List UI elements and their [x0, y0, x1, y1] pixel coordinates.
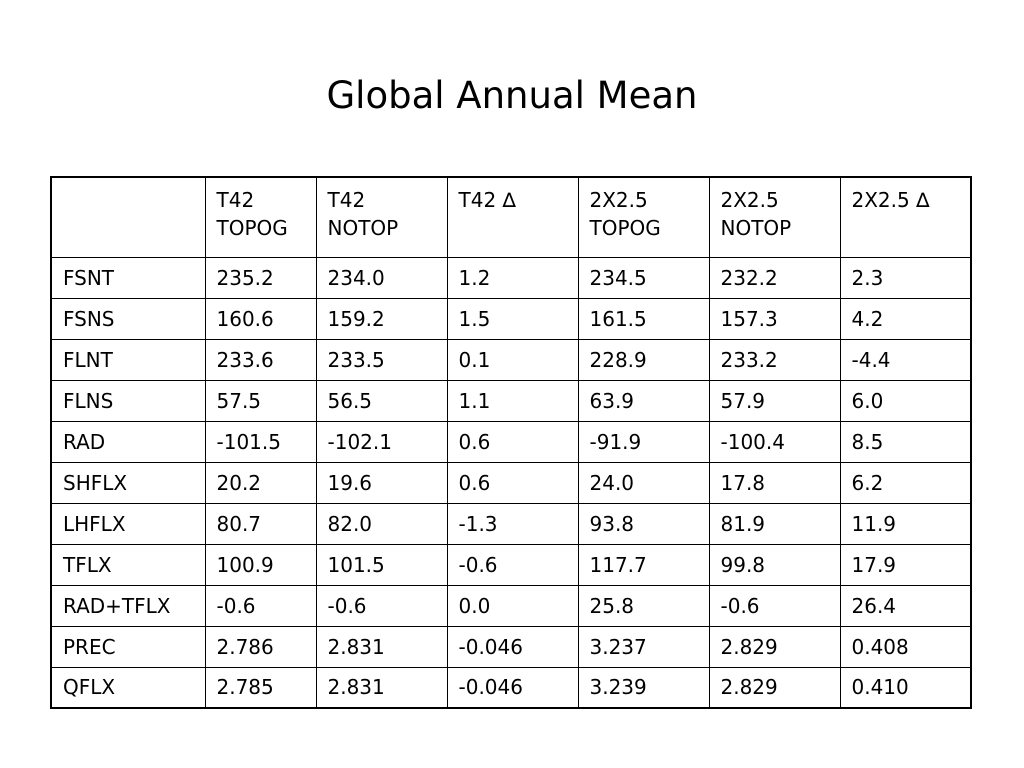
table-cell: 2.829: [709, 667, 840, 708]
table-body: [51, 257, 971, 708]
table-cell: -91.9: [578, 421, 709, 462]
column-header-line: TOPOG: [589, 216, 661, 240]
table-cell: 0.408: [840, 626, 971, 667]
table-cell: -0.046: [447, 667, 578, 708]
table-cell: 11.9: [840, 503, 971, 544]
table-row: [51, 380, 971, 421]
table-cell: 4.2: [840, 298, 971, 339]
row-label: RAD+TFLX: [51, 585, 205, 626]
table-cell: -101.5: [205, 421, 316, 462]
table-cell: 17.9: [840, 544, 971, 585]
table-cell: -102.1: [316, 421, 447, 462]
table-cell: 25.8: [578, 585, 709, 626]
row-label: LHFLX: [51, 503, 205, 544]
table-cell: -0.6: [447, 544, 578, 585]
table-cell: 1.1: [447, 380, 578, 421]
table-row: [51, 544, 971, 585]
row-label: FSNS: [51, 298, 205, 339]
table-row: [51, 503, 971, 544]
row-label: PREC: [51, 626, 205, 667]
table-cell: 1.5: [447, 298, 578, 339]
table-cell: 82.0: [316, 503, 447, 544]
page-title: Global Annual Mean: [326, 74, 698, 117]
table-row: [51, 257, 971, 298]
table-cell: 159.2: [316, 298, 447, 339]
table-cell: 80.7: [205, 503, 316, 544]
table-row: [51, 421, 971, 462]
column-header-line: T42: [327, 188, 366, 212]
table-cell: 233.2: [709, 339, 840, 380]
row-label: FLNS: [51, 380, 205, 421]
column-header: [840, 177, 971, 257]
table-row: [51, 667, 971, 708]
table-cell: 2.785: [205, 667, 316, 708]
table-cell: 93.8: [578, 503, 709, 544]
table-cell: 2.831: [316, 667, 447, 708]
table-cell: 228.9: [578, 339, 709, 380]
column-header-line: NOTOP: [720, 216, 792, 240]
table-cell: 160.6: [205, 298, 316, 339]
column-header: [709, 177, 840, 257]
row-label: FSNT: [51, 257, 205, 298]
table-cell: 117.7: [578, 544, 709, 585]
table-row: [51, 585, 971, 626]
table-cell: -1.3: [447, 503, 578, 544]
table-cell: 2.3: [840, 257, 971, 298]
table-cell: 57.5: [205, 380, 316, 421]
table-cell: 2.829: [709, 626, 840, 667]
header-cell-corner: [51, 177, 205, 257]
table-cell: 6.2: [840, 462, 971, 503]
table-cell: 234.0: [316, 257, 447, 298]
table-cell: 0.0: [447, 585, 578, 626]
table-cell: 2.786: [205, 626, 316, 667]
row-label: QFLX: [51, 667, 205, 708]
table-cell: 0.1: [447, 339, 578, 380]
row-label: RAD: [51, 421, 205, 462]
column-header-line: TOPOG: [216, 216, 288, 240]
row-label: SHFLX: [51, 462, 205, 503]
column-header-line: 2X2.5: [589, 188, 648, 212]
table-cell: 19.6: [316, 462, 447, 503]
table-cell: -4.4: [840, 339, 971, 380]
table-cell: 3.237: [578, 626, 709, 667]
table-cell: 0.6: [447, 462, 578, 503]
table-cell: 2.831: [316, 626, 447, 667]
column-header: [316, 177, 447, 257]
table-cell: -100.4: [709, 421, 840, 462]
column-header-line: 2X2.5 ∆: [851, 188, 930, 212]
table-cell: 234.5: [578, 257, 709, 298]
table-header-row: [51, 177, 971, 257]
table-cell: -0.046: [447, 626, 578, 667]
global-annual-mean-table: [50, 176, 972, 709]
table-cell: 17.8: [709, 462, 840, 503]
table-cell: 233.6: [205, 339, 316, 380]
table-cell: 0.6: [447, 421, 578, 462]
table-cell: 161.5: [578, 298, 709, 339]
table-cell: 6.0: [840, 380, 971, 421]
table-cell: 157.3: [709, 298, 840, 339]
table-cell: 235.2: [205, 257, 316, 298]
table-cell: 63.9: [578, 380, 709, 421]
table-cell: 99.8: [709, 544, 840, 585]
table-cell: -0.6: [205, 585, 316, 626]
column-header-line: 2X2.5: [720, 188, 779, 212]
table-cell: 56.5: [316, 380, 447, 421]
table-row: [51, 462, 971, 503]
table-cell: -0.6: [709, 585, 840, 626]
row-label: FLNT: [51, 339, 205, 380]
table-cell: 20.2: [205, 462, 316, 503]
table-cell: 232.2: [709, 257, 840, 298]
table-row: [51, 626, 971, 667]
column-header-line: T42 ∆: [458, 188, 516, 212]
column-header: [447, 177, 578, 257]
table-cell: 26.4: [840, 585, 971, 626]
table-cell: 100.9: [205, 544, 316, 585]
column-header: [578, 177, 709, 257]
table-cell: 233.5: [316, 339, 447, 380]
table-cell: 101.5: [316, 544, 447, 585]
table-row: [51, 339, 971, 380]
table-cell: 24.0: [578, 462, 709, 503]
column-header-line: T42: [216, 188, 255, 212]
table-cell: -0.6: [316, 585, 447, 626]
table-cell: 8.5: [840, 421, 971, 462]
column-header-line: NOTOP: [327, 216, 399, 240]
table-cell: 1.2: [447, 257, 578, 298]
column-header: [205, 177, 316, 257]
table-cell: 0.410: [840, 667, 971, 708]
table-cell: 81.9: [709, 503, 840, 544]
table-cell: 57.9: [709, 380, 840, 421]
row-label: TFLX: [51, 544, 205, 585]
table-row: [51, 298, 971, 339]
table-cell: 3.239: [578, 667, 709, 708]
